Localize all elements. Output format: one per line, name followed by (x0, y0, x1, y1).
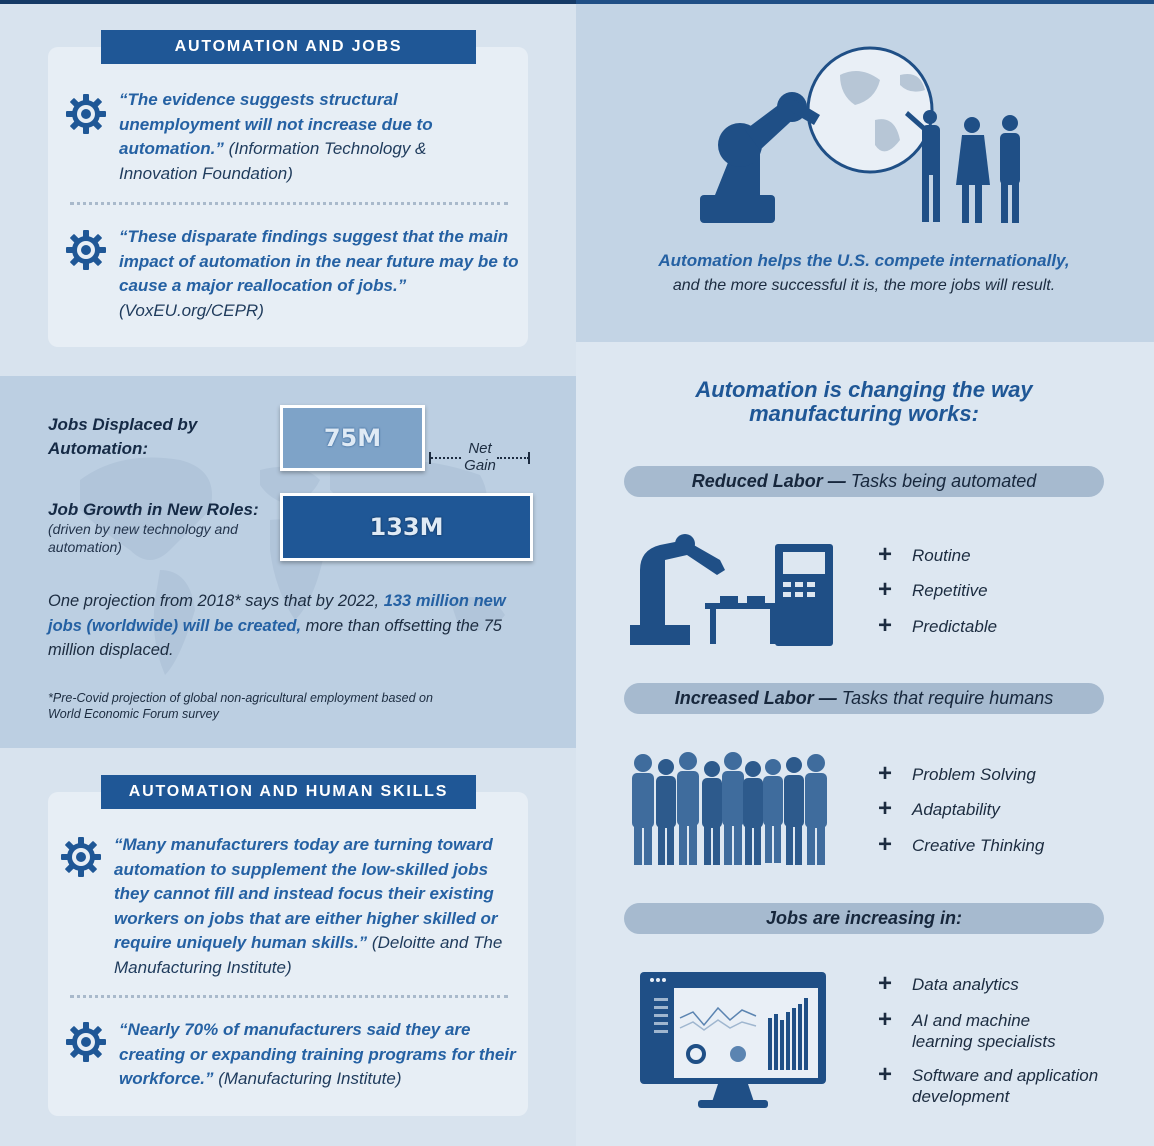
analytics-monitor-illustration (638, 970, 828, 1112)
quote-voxeu-text: “These disparate findings suggest that the main impact of automation in the near future may be to cause a major reallocation of jobs.” (119, 227, 519, 295)
projection-post: more than offsetting the 75 million displaced. (48, 616, 502, 659)
reduced-item: Predictable (912, 617, 998, 636)
plus-icon: + (878, 1061, 893, 1088)
quote-itif (119, 88, 449, 186)
plus-icon: + (878, 541, 893, 568)
dotted-divider (70, 995, 508, 998)
quote-voxeu (119, 225, 519, 323)
growth-subtext: (driven by new technology and automation) (48, 521, 238, 555)
gear-icon (64, 1020, 108, 1064)
increased-labor-rest: Tasks that require humans (836, 688, 1054, 708)
gear-icon (64, 228, 108, 272)
quote-itif-source: (Information Technology & Innovation Foundation) (119, 139, 427, 183)
quote-deloitte-source: (Deloitte and The Manufacturing Institute) (114, 933, 503, 977)
human-skills-title: AUTOMATION AND HUMAN SKILLS (101, 775, 476, 809)
plus-icon: + (878, 831, 893, 858)
growth-value: 133M (369, 513, 444, 541)
net-gain-line-right (497, 457, 529, 459)
reduced-item: Repetitive (912, 581, 988, 600)
growth-label: Job Growth in New Roles: (48, 500, 259, 519)
net-gain-tick-right (528, 452, 530, 464)
net-gain-label: Net Gain (464, 440, 496, 474)
changing-title (600, 378, 1128, 426)
quote-mfg-institute-source: (Manufacturing Institute) (218, 1069, 402, 1088)
dotted-divider (70, 202, 508, 205)
projection-text (48, 589, 538, 663)
displaced-value: 75M (323, 424, 382, 452)
increased-labor-bold: Increased Labor — (674, 688, 837, 708)
jobs-increasing-pill: Jobs are increasing in: (624, 903, 1104, 934)
plus-icon: + (878, 1006, 893, 1033)
automation-jobs-title: AUTOMATION AND JOBS (101, 30, 476, 64)
quote-mfg-institute (119, 1018, 519, 1092)
changing-title-line2: manufacturing works: (749, 401, 979, 426)
displaced-bar (280, 405, 425, 471)
quote-voxeu-source: (VoxEU.org/CEPR) (119, 300, 264, 320)
workers-group-illustration (628, 745, 838, 870)
reduced-item: Routine (912, 546, 971, 565)
footnote: *Pre-Covid projection of global non-agricultural employment based on World Economic Forum survey (48, 691, 433, 721)
factory-robot-illustration (625, 530, 840, 650)
robot-arm-globe-illustration (690, 45, 1040, 230)
reduced-labor-pill (624, 466, 1104, 497)
increased-item: Adaptability (912, 800, 1000, 819)
gear-icon (59, 835, 103, 879)
compete-headline: Automation helps the U.S. compete internationally, (658, 251, 1070, 270)
plus-icon: + (878, 760, 893, 787)
gear-icon (64, 92, 108, 136)
increased-item: Problem Solving (912, 765, 1036, 784)
changing-title-line1: Automation is changing the way (695, 377, 1033, 402)
increased-labor-pill (624, 683, 1104, 714)
projection-pre: One projection from 2018* says that by 2022, (48, 592, 384, 610)
jobs-item: Software and application development (912, 1066, 1099, 1106)
quote-itif-text: “The evidence suggests structural unemployment will not increase due to automation.” (119, 90, 433, 158)
growth-bar (280, 493, 533, 561)
displaced-label: Jobs Displaced by Automation: (48, 415, 198, 458)
projection-highlight: 133 million new jobs (worldwide) will be created, (48, 592, 506, 635)
plus-icon: + (878, 612, 893, 639)
quote-mfg-institute-text: “Nearly 70% of manufacturers said they are creating or expanding training programs for their workforce.” (119, 1020, 516, 1088)
increased-item: Creative Thinking (912, 836, 1045, 855)
net-gain-line-left (431, 457, 461, 459)
plus-icon: + (878, 576, 893, 603)
jobs-item: AI and machine learning specialists (912, 1011, 1056, 1051)
plus-icon: + (878, 970, 893, 997)
quote-deloitte-text: “Many manufacturers today are turning toward automation to supplement the low-skilled jobs they cannot fill and instead focus their existing workers on jobs that are either higher skilled or require uniquely human skills.” (114, 835, 498, 952)
plus-icon: + (878, 795, 893, 822)
reduced-labor-bold: Reduced Labor — (691, 471, 846, 491)
compete-subline: and the more successful it is, the more jobs will result. (672, 277, 1056, 294)
quote-deloitte (114, 833, 522, 980)
jobs-item: Data analytics (912, 975, 1019, 994)
reduced-labor-rest: Tasks being automated (845, 471, 1037, 491)
